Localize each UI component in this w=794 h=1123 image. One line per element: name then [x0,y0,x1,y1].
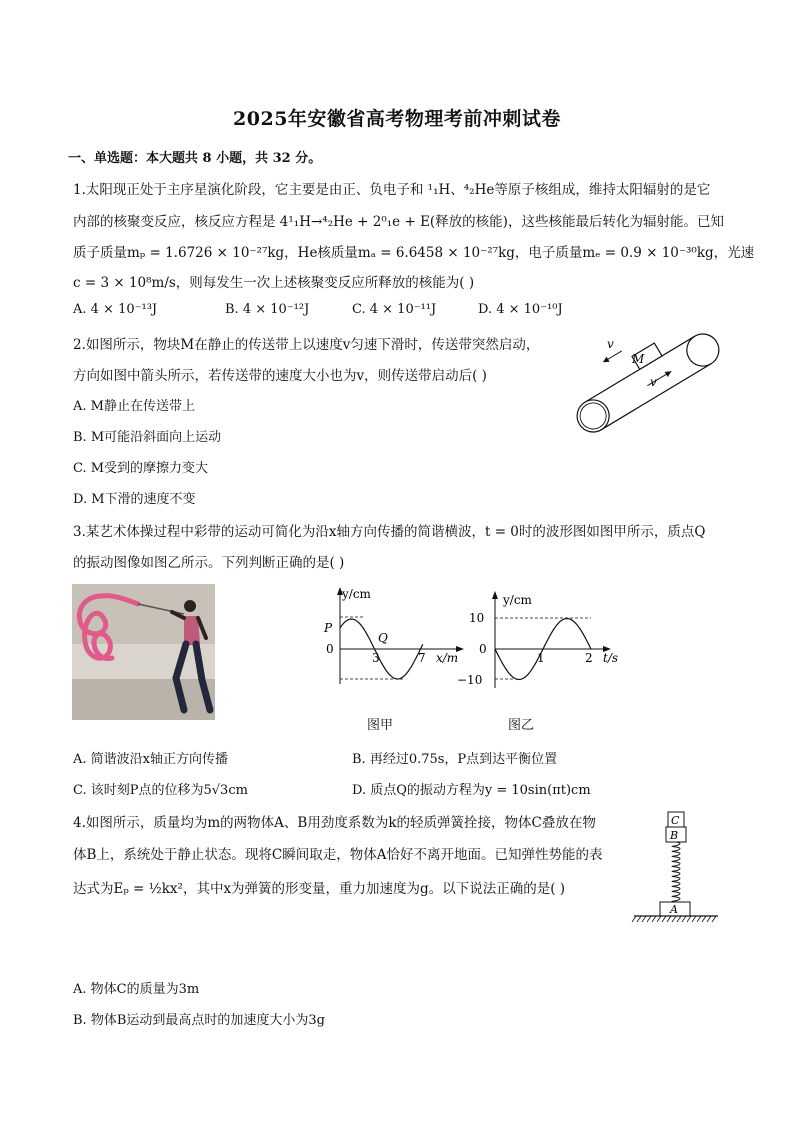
jia-tick-3: 3 [372,651,380,665]
q2-option-a[interactable]: A. M静止在传送带上 [73,399,195,414]
yi-tick-minus10: −10 [457,673,483,687]
spring-blocks-figure [630,810,722,926]
q1-line-4: c = 3 × 10⁸m/s，则每发生一次上述核聚变反应所释放的核能为( ) [73,275,475,291]
yi-tick-2: 2 [585,651,593,665]
q3-option-a[interactable]: A. 简谐波沿x轴正方向传播 [73,752,228,767]
gymnast-photo [72,584,215,720]
q4-line-3: 达式为Eₚ = ½kx²，其中x为弹簧的形变量，重力加速度为g。以下说法正确的是( ) [73,881,566,897]
caption-yi: 图乙 [508,718,535,733]
jia-ylabel: y/cm [342,587,371,601]
q3-option-c[interactable]: C. 该时刻P点的位移为5√3cm [73,783,248,798]
block-b-label: B [670,829,679,842]
q1-line-2: 内部的核聚变反应，核反应方程是 4¹₁H→⁴₂He + 2⁰₁e + E(释放的核能)，这些核能最后转化为辐射能。已知 [73,214,724,230]
q2-option-b[interactable]: B. M可能沿斜面向上运动 [73,430,222,445]
q3-option-b[interactable]: B. 再经过0.75s，P点到达平衡位置 [352,752,558,767]
point-p-label: P [324,621,333,635]
q1-option-b[interactable]: B. 4 × 10⁻¹²J [225,302,310,317]
section-heading: 一、单选题：本大题共 8 小题，共 32 分。 [68,151,322,166]
vibration-graph-yi [455,588,635,690]
q2-line-2: 方向如图中箭头所示，若传送带的速度大小也为v，则传送带启动后( ) [73,368,487,384]
q4-option-a[interactable]: A. 物体C的质量为3m [73,982,200,997]
q1-option-a[interactable]: A. 4 × 10⁻¹³J [73,302,158,317]
page-title: 2025年安徽省高考物理考前冲刺试卷 [233,108,561,130]
q3-line-1: 3.某艺术体操过程中彩带的运动可简化为沿x轴方向传播的简谐横波，t = 0时的波形图如图甲所示，质点Q [73,524,706,540]
velocity-label-block: v [607,337,614,351]
q3-option-d[interactable]: D. 质点Q的振动方程为y = 10sin(πt)cm [352,783,591,798]
q4-line-1: 4.如图所示，质量均为m的两物体A、B用劲度系数为k的轻质弹簧拴接，物体C叠放在物 [73,815,596,831]
conveyor-belt-figure [570,328,726,438]
q3-line-2: 的振动图像如图乙所示。下列判断正确的是( ) [73,555,345,571]
block-c-label: C [671,814,680,827]
block-m-label: M [632,352,645,366]
q2-option-d[interactable]: D. M下滑的速度不变 [73,492,196,507]
velocity-label-belt: v [650,375,657,389]
q1-line-3: 质子质量mₚ = 1.6726 × 10⁻²⁷kg，He核质量mₐ = 6.6458 × 10⁻²⁷kg，电子质量mₑ = 0.9 × 10⁻³⁰kg，光速 [73,245,755,261]
q2-line-1: 2.如图所示，物块M在静止的传送带上以速度v匀速下滑时，传送带突然启动， [73,337,540,353]
q1-option-c[interactable]: C. 4 × 10⁻¹¹J [352,302,437,317]
q4-line-2: 体B上，系统处于静止状态。现将C瞬间取走，物体A恰好不离开地面。已知弹性势能的表 [73,847,603,863]
yi-tick-10: 10 [469,611,485,625]
caption-jia: 图甲 [367,718,394,733]
block-a-label: A [670,903,678,916]
yi-origin: 0 [479,642,487,656]
jia-tick-7: 7 [418,651,426,665]
q1-line-1: 1.太阳现正处于主序星演化阶段，它主要是由正、负电子和 ¹₁H、⁴₂He等原子核组成，维持太阳辐射的是它 [73,182,711,198]
wave-graph-jia [318,584,466,686]
q2-option-c[interactable]: C. M受到的摩擦力变大 [73,461,209,476]
jia-origin: 0 [326,642,334,656]
spring [672,842,680,902]
yi-xlabel: t/s [603,651,619,665]
jia-xlabel: x/m [436,651,459,665]
q1-option-d[interactable]: D. 4 × 10⁻¹⁰J [478,302,563,317]
yi-tick-1: 1 [537,651,545,665]
point-q-label: Q [378,631,388,645]
q4-option-b[interactable]: B. 物体B运动到最高点时的加速度大小为3g [73,1013,325,1028]
yi-ylabel: y/cm [503,593,532,607]
